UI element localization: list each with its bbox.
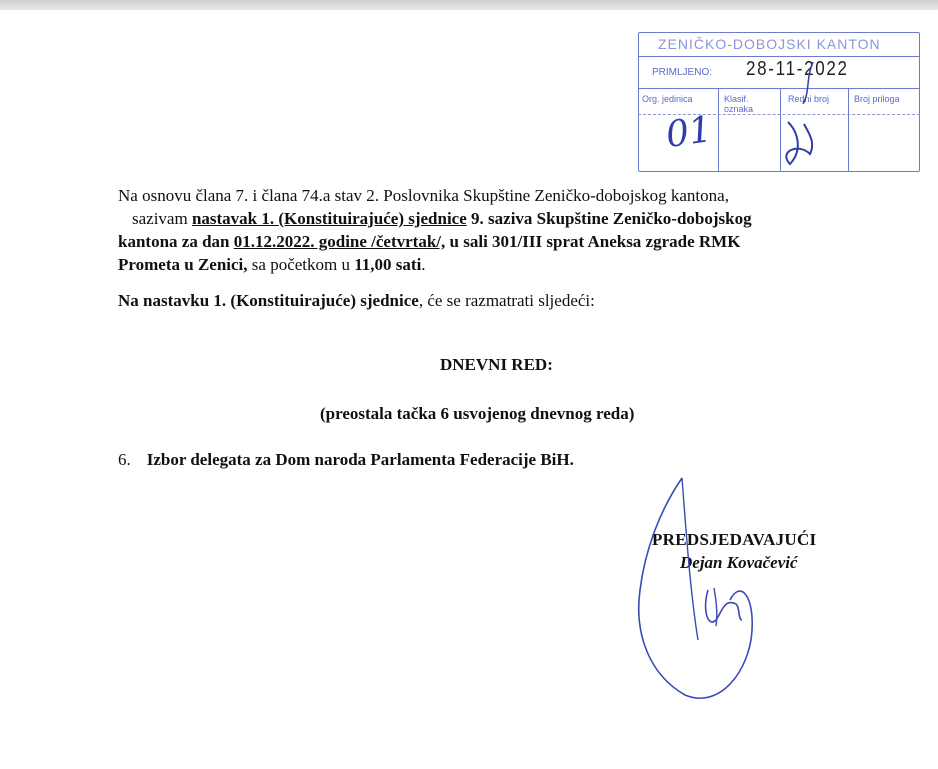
- signature-role: PREDSJEDAVAJUĆI: [652, 530, 817, 549]
- stamp-received-label: PRIMLJENO:: [652, 67, 713, 78]
- session-time: 11,00 sati: [354, 255, 422, 274]
- intro-line-2: sazivam nastavak 1. (Konstituirajuće) sjednice 9. saziva Skupštine Zeničko-dobojskog: [132, 209, 752, 228]
- agenda-item-text: Izbor delegata za Dom naroda Parlamenta Federacije BiH.: [146, 450, 574, 469]
- handwritten-signature: [590, 470, 790, 710]
- intro-line-3: kantona za dan 01.12.2022. godine /četvrtak/, u sali 301/III sprat Aneksa zgrade RMK: [118, 232, 741, 251]
- agenda-intro: Na nastavku 1. (Konstituirajuće) sjednice, će se razmatrati sljedeći:: [118, 291, 595, 310]
- reception-stamp: [638, 32, 920, 172]
- session-name: nastavak 1. (Konstituirajuće) sjednice: [191, 209, 467, 228]
- agenda-subheading: (preostala tačka 6 usvojenog dnevnog reda): [320, 404, 635, 423]
- stamp-col-attachments: Broj priloga: [854, 94, 900, 104]
- stamp-col-class: Klasif. oznaka: [724, 94, 754, 114]
- session-date: 01.12.2022. godine /četvrtak/,: [233, 232, 446, 251]
- stamp-handwritten-unit: 01: [663, 109, 715, 156]
- intro-line-1: Na osnovu člana 7. i člana 74.a stav 2. Poslovnika Skupštine Zeničko-dobojskog kantona,: [118, 186, 729, 205]
- stamp-title: ZENIČKO-DOBOJSKI KANTON: [658, 36, 881, 52]
- top-bar: [0, 0, 938, 10]
- stamp-initials-scribble: [638, 32, 920, 172]
- stamp-col-number: Redni broj: [788, 94, 830, 104]
- agenda-heading: DNEVNI RED:: [440, 355, 553, 374]
- stamp-date: 28-11-2022: [746, 58, 849, 80]
- intro-line-4: Prometa u Zenici, sa početkom u 11,00 sati.: [118, 255, 426, 274]
- signature-name: Dejan Kovačević: [680, 553, 798, 572]
- stamp-col-unit: Org. jedinica: [642, 94, 693, 104]
- agenda-item: [118, 448, 574, 471]
- agenda-item-number: 6.: [118, 450, 131, 469]
